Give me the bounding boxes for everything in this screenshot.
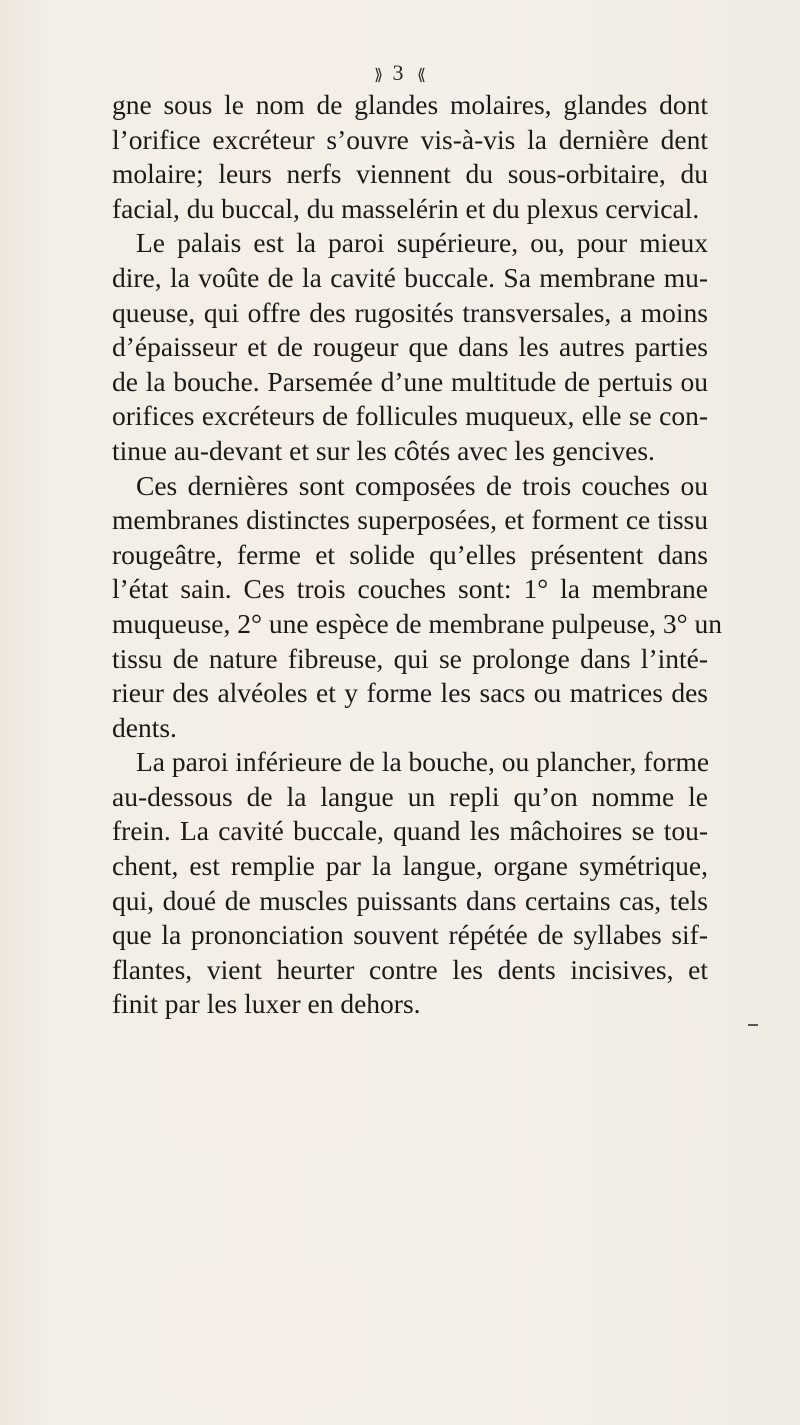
paragraph-1 <box>112 88 708 226</box>
text-line: finit par les luxer en dehors. <box>112 988 421 1020</box>
margin-mark <box>748 1024 758 1026</box>
right-ornament-icon: ⟪ <box>417 67 426 84</box>
text-line: flantes, vient heurter contre les dents incisives, et <box>112 953 708 985</box>
text-line: dire, la voûte de la cavité buccale. Sa membrane mu- <box>112 261 708 293</box>
text-line: facial, du buccal, du masselérin et du plexus cervical. <box>112 192 700 224</box>
text-line: Le palais est la paroi supérieure, ou, pour mieux <box>136 227 708 259</box>
text-line: tinue au-devant et sur les côtés avec les gencives. <box>112 434 655 466</box>
text-line: Ces dernières sont composées de trois couches ou <box>136 469 708 501</box>
paragraph-2 <box>112 226 708 468</box>
text-line: dents. <box>112 711 177 743</box>
left-ornament-icon: ⟫ <box>374 67 383 84</box>
text-line: qui, doué de muscles puissants dans certains cas, tels <box>112 884 708 916</box>
text-line: membranes distinctes superposées, et forment ce tissu <box>112 504 708 536</box>
text-line: que la prononciation souvent répétée de syllabes sif- <box>112 919 708 951</box>
paragraph-3 <box>112 469 722 746</box>
text-line: frein. La cavité buccale, quand les mâchoires se tou- <box>112 815 708 847</box>
text-line: chent, est remplie par la langue, organe symétrique, <box>112 850 708 882</box>
page-header <box>0 60 800 86</box>
text-line: l’orifice excréteur s’ouvre vis-à-vis la dernière dent <box>112 123 708 155</box>
paragraph-4 <box>112 745 708 1022</box>
body-text <box>112 88 722 1022</box>
text-line: rougeâtre, ferme et solide qu’elles présentent dans <box>112 538 708 570</box>
text-line: rieur des alvéoles et y forme les sacs ou matrices des <box>112 677 708 709</box>
text-line: de la bouche. Parsemée d’une multitude de pertuis ou <box>112 365 708 397</box>
text-line: orifices excréteurs de follicules muqueux, elle se con- <box>112 400 708 432</box>
text-line: tissu de nature fibreuse, qui se prolonge dans l’inté- <box>112 642 708 674</box>
text-line: La paroi inférieure de la bouche, ou plancher, forme <box>136 746 710 778</box>
text-line: queuse, qui offre des rugosités transversales, a moins <box>112 296 708 328</box>
page-number: 3 <box>392 60 408 85</box>
text-line: au-dessous de la langue un repli qu’on nomme le <box>112 780 708 812</box>
text-line: d’épaisseur et de rougeur que dans les autres parties <box>112 331 708 363</box>
text-line: muqueuse, 2° une espèce de membrane pulpeuse, 3° un <box>112 607 722 639</box>
text-line: gne sous le nom de glandes molaires, glandes dont <box>112 89 708 120</box>
text-line: molaire; leurs nerfs viennent du sous-orbitaire, du <box>112 158 708 190</box>
text-line: l’état sain. Ces trois couches sont: 1° la membrane <box>112 573 708 605</box>
